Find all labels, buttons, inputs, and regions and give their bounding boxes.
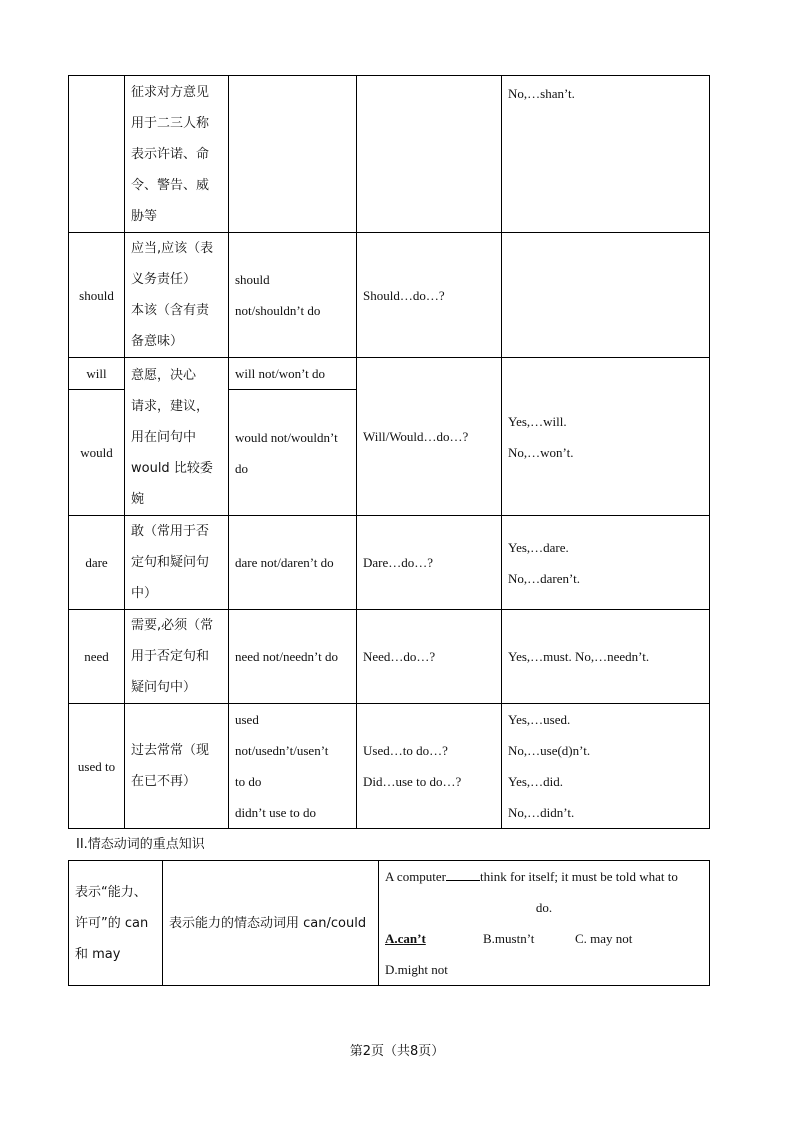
word-cell-need: need bbox=[69, 610, 125, 704]
cell-line: Used…to do…? bbox=[363, 743, 448, 758]
cell-line: need not/needn’t do bbox=[235, 649, 339, 664]
table-row-will bbox=[69, 358, 710, 390]
word-cell-used-to: used to bbox=[69, 704, 125, 829]
cell-line: 胁等 bbox=[131, 208, 158, 224]
cell-line: Dare…do…? bbox=[363, 555, 434, 570]
cell-line: 征求对方意见 bbox=[131, 84, 210, 100]
cell-line: 许可”的 can bbox=[75, 915, 149, 931]
cell-line: 用于二三人称 bbox=[131, 115, 210, 131]
modal-verbs-table bbox=[68, 75, 710, 829]
answer-cell-should bbox=[502, 233, 710, 358]
cell-line: 请求，建议， bbox=[131, 399, 210, 414]
negative-cell-will: will not/won’t do bbox=[229, 358, 357, 390]
cell-line: 用在问句中 bbox=[131, 430, 197, 445]
cell-line: would 比较委 bbox=[131, 461, 213, 476]
table-row-can-may bbox=[69, 861, 710, 986]
answer-cell-need bbox=[502, 610, 710, 704]
cell-line: 疑问句中） bbox=[131, 680, 197, 695]
answer-cell-shall bbox=[502, 76, 710, 233]
page-footer: 第2页（共8页） bbox=[349, 1044, 445, 1059]
cell-line: didn’t use to do bbox=[235, 805, 317, 820]
cell-line: 义务责任） bbox=[131, 272, 197, 287]
question-cell-shall bbox=[357, 76, 502, 233]
table-row-dare bbox=[69, 516, 710, 610]
cell-line: No,…won’t. bbox=[508, 444, 574, 460]
question-cell-should bbox=[357, 233, 502, 358]
cell-line: 婉 bbox=[131, 492, 145, 507]
cell-line: not/shouldn’t do bbox=[235, 303, 321, 318]
question-cell-need bbox=[357, 610, 502, 704]
cell-line: Yes,…used. bbox=[508, 712, 571, 727]
table-row-used-to bbox=[69, 704, 710, 829]
example-question-line bbox=[385, 861, 703, 892]
cell-line: 在已不再） bbox=[131, 774, 197, 789]
meaning-cell-need bbox=[125, 610, 229, 704]
answer-blank bbox=[446, 866, 480, 881]
word-cell-will: will bbox=[69, 358, 125, 390]
table-row-shall bbox=[69, 76, 710, 233]
topic-cell bbox=[69, 861, 163, 986]
meaning-cell-shall bbox=[125, 76, 229, 233]
table-row-need bbox=[69, 610, 710, 704]
option-c: C. may not bbox=[575, 931, 633, 946]
cell-line: 和 may bbox=[75, 946, 121, 962]
question-last-line: do. bbox=[535, 900, 553, 915]
cell-line: not/usedn’t/usen’t bbox=[235, 743, 329, 758]
cell-line: Yes,…must. No,…needn’t. bbox=[508, 649, 650, 664]
negative-cell-would bbox=[229, 390, 357, 516]
example-cell bbox=[379, 861, 710, 986]
cell-line: No,…use(d)n’t. bbox=[508, 743, 591, 758]
word-cell-dare: dare bbox=[69, 516, 125, 610]
section-title: II.情态动词的重点知识 bbox=[76, 837, 205, 852]
cell-line: do bbox=[235, 460, 248, 476]
answer-cell-dare bbox=[502, 516, 710, 610]
cell-line: 过去常常（现 bbox=[131, 743, 210, 758]
cell-line: 敢（常用于否 bbox=[131, 524, 210, 539]
key-knowledge-table bbox=[68, 860, 710, 986]
question-cell-used-to bbox=[357, 704, 502, 829]
negative-cell-used-to bbox=[229, 704, 357, 829]
word-cell-would: would bbox=[69, 390, 125, 516]
cell-line: Yes,…dare. bbox=[508, 539, 569, 555]
cell-line: would not/wouldn’t bbox=[235, 429, 338, 445]
word-cell-should: should bbox=[69, 233, 125, 358]
meaning-cell-will-would bbox=[125, 358, 229, 516]
cell-line: Yes,…did. bbox=[508, 774, 564, 789]
cell-line: 备意味） bbox=[131, 334, 184, 349]
negative-cell-need bbox=[229, 610, 357, 704]
negative-cell-dare bbox=[229, 516, 357, 610]
meaning-cell-used-to bbox=[125, 704, 229, 829]
cell-line: dare not/daren’t do bbox=[235, 555, 334, 570]
cell-line: Should…do…? bbox=[363, 287, 445, 303]
question-cell-dare bbox=[357, 516, 502, 610]
cell-line: 本该（含有责 bbox=[131, 303, 210, 318]
table-row-should bbox=[69, 233, 710, 358]
cell-line: 表示许诺、命 bbox=[131, 146, 210, 162]
answer-cell-used-to bbox=[502, 704, 710, 829]
option-a: A.can’t bbox=[385, 931, 426, 946]
meaning-cell-dare bbox=[125, 516, 229, 610]
cell-line: Will/Would…do…? bbox=[363, 429, 469, 444]
cell-line: 用于否定句和 bbox=[131, 649, 210, 664]
cell-line: 应当,应该（表 bbox=[131, 241, 214, 256]
options-line bbox=[385, 923, 703, 954]
question-cell-will-would bbox=[357, 358, 502, 516]
cell-line: should bbox=[235, 272, 270, 287]
cell-line: Yes,…will. bbox=[508, 413, 567, 429]
option-b: B.mustn’t bbox=[483, 931, 535, 946]
description-cell: 表示能力的情态动词用 can/could bbox=[163, 861, 379, 986]
cell-line: 令、警告、威 bbox=[131, 177, 210, 193]
cell-line: 需要,必须（常 bbox=[131, 618, 214, 633]
cell-line: 意愿，决心 bbox=[131, 368, 197, 383]
cell-line: No,…daren’t. bbox=[508, 570, 580, 586]
word-cell-shall bbox=[69, 76, 125, 233]
cell-line: used bbox=[235, 712, 259, 727]
cell-line: Need…do…? bbox=[363, 649, 436, 664]
cell-line: 表示“能力、 bbox=[75, 884, 147, 900]
negative-cell-should bbox=[229, 233, 357, 358]
cell-line: Did…use to do…? bbox=[363, 774, 462, 789]
negative-cell-shall bbox=[229, 76, 357, 233]
cell-line: to do bbox=[235, 774, 262, 789]
cell-line: No,…shan’t. bbox=[508, 86, 575, 101]
question-rest: think for itself; it must be told what to bbox=[480, 869, 678, 884]
cell-line: 定句和疑问句 bbox=[131, 555, 210, 570]
cell-line: No,…didn’t. bbox=[508, 805, 575, 820]
cell-line: 中） bbox=[131, 586, 158, 601]
question-start: A computer bbox=[385, 869, 447, 884]
option-d: D.might not bbox=[385, 962, 448, 977]
meaning-cell-should bbox=[125, 233, 229, 358]
answer-cell-will-would bbox=[502, 358, 710, 516]
